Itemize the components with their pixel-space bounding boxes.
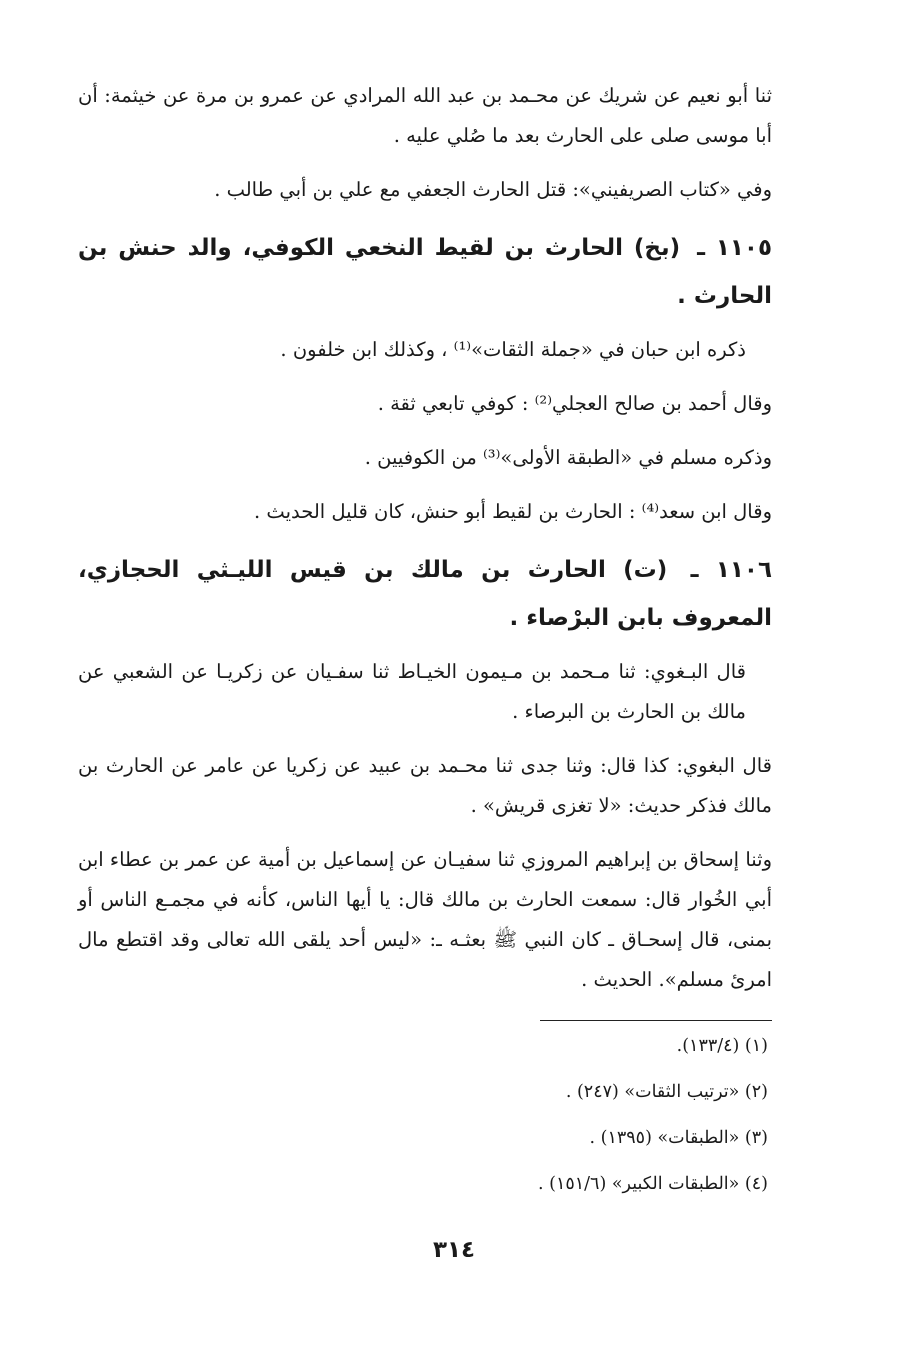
paragraph-9: وثنا إسحاق بن إبراهيم المروزي ثنا سفيـان عن إسماعيل بن أمية عن عمر بن عطاء ابن أبي الخُوار قال: سمعت الحارث بن مالك قال: يا أيها الناس، كأنه في مجمـع الناس أو بمنى، قال إسحـاق ـ كان النبي ﷺ بعثـه ـ: «ليس أحد يلقى الله تعالى وقد اقتطع مال امرئ مسلم». الحديث .	[78, 848, 772, 991]
paragraph-5: وذكره مسلم في «الطبقة الأولى»⁽³⁾ من الكوفيين .	[364, 446, 772, 469]
paragraph-1: ثنا أبو نعيم عن شريك عن محـمد بن عبد الله المرادي عن عمرو بن مرة عن خيثمة: أن أبا موسى صلى على الحارث بعد ما صُلي عليه .	[78, 84, 772, 147]
paragraph-4: وقال أحمد بن صالح العجلي⁽²⁾ : كوفي تابعي ثقة .	[377, 392, 772, 415]
paragraph-7: قال البـغوي: ثنا مـحمد بن مـيمون الخيـاط ثنا سفـيان عن زكريـا عن الشعبي عن مالك بن الحارث بن البرصاء .	[78, 660, 746, 723]
entry-title: (بخ) الحارث بن لقيط النخعي الكوفي، والد حنش بن الحارث .	[78, 235, 772, 309]
entry-heading-1106	[78, 546, 772, 642]
entry-title: (ت) الحارث بن مالك بن قيس الليـثي الحجازي، المعروف بابن البرْصاء .	[78, 557, 772, 631]
paragraph-3: ذكره ابن حبان في «جملة الثقات»⁽¹⁾ ، وكذلك ابن خلفون .	[280, 338, 746, 361]
entry-heading-1105	[78, 224, 772, 320]
footnote-divider	[540, 1020, 772, 1021]
entry-number: ١١٠٥ ـ	[697, 235, 773, 261]
entry-number: ١١٠٦ ـ	[690, 557, 773, 583]
page-number: ٣١٤	[432, 1237, 476, 1263]
paragraph-2: وفي «كتاب الصريفيني»: قتل الحارث الجعفي مع علي بن أبي طالب .	[214, 178, 772, 201]
footnotes	[78, 1033, 772, 1197]
page-content	[78, 76, 772, 1217]
footnote-4: (٤) «الطبقات الكبير» (١٥١/٦) .	[537, 1174, 768, 1194]
footnote-1: (١) (١٣٣/٤).	[676, 1036, 768, 1056]
footnote-3: (٣) «الطبقات» (١٣٩٥) .	[589, 1128, 768, 1148]
paragraph-8: قال البغوي: كذا قال: وثنا جدى ثنا محـمد بن عبيد عن زكريا عن عامر عن الحارث بن مالك فذكر حديث: «لا تغزى قريش» .	[78, 754, 772, 817]
paragraph-6: وقال ابن سعد⁽⁴⁾ : الحارث بن لقيط أبو حنش، كان قليل الحديث .	[254, 500, 772, 523]
footnote-2: (٢) «ترتيب الثقات» (٢٤٧) .	[565, 1082, 768, 1102]
